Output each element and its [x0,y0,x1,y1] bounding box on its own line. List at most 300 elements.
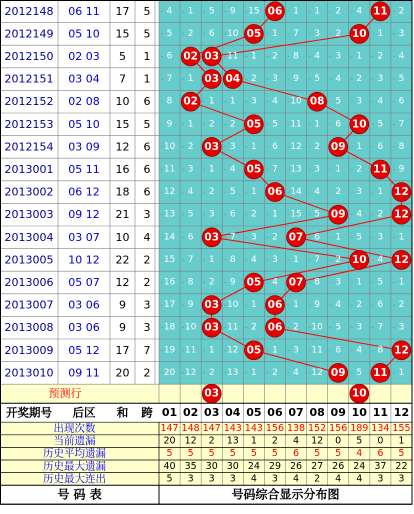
number-ball-label: 05 [246,163,262,176]
back-numbers: 03 04 [68,72,100,86]
stat-value: 12 [184,435,197,447]
stat-value: 4 [293,473,300,485]
miss-count: 2 [356,300,363,311]
miss-count: 6 [377,141,384,152]
span-value: 3 [143,298,151,312]
miss-count: 4 [356,6,363,17]
miss-count: 2 [251,322,257,333]
miss-count: 1 [356,51,363,62]
miss-count: 17 [163,300,176,311]
back-numbers: 05 10 [68,117,100,131]
miss-count: 5 [314,209,320,220]
period-label: 2013002 [4,185,54,199]
sum-value: 21 [115,208,130,222]
stat-value: 26 [332,460,345,472]
miss-count: 10 [227,28,239,39]
miss-count: 6 [229,209,236,220]
miss-count: 1 [314,119,320,130]
stat-value: 3 [187,473,194,485]
span-value: 3 [143,208,151,222]
header-number: 11 [372,406,389,420]
stat-value: 5 [335,448,342,460]
number-ball-label: 02 [183,50,198,63]
back-numbers: 05 12 [68,343,100,357]
miss-count: 12 [163,187,176,198]
period-label: 2013004 [4,230,54,244]
miss-count: 3 [293,345,299,356]
sum-value: 17 [115,4,130,18]
sum-value: 16 [115,163,130,176]
period-label: 2013006 [4,276,54,289]
miss-count: 18 [163,322,176,333]
stat-label: 历史平均遗漏 [43,447,106,460]
back-numbers: 06 12 [68,185,100,199]
span-value: 2 [143,253,151,267]
back-numbers: 02 08 [68,95,100,109]
miss-count: 8 [166,96,173,107]
stat-value: 2 [208,435,215,447]
miss-count: 13 [227,367,239,378]
period-label: 2013010 [4,366,54,380]
span-value: 1 [143,72,151,86]
miss-count: 1 [208,345,215,356]
miss-count: 1 [293,300,299,311]
miss-count: 3 [251,232,257,243]
forecast-ball-label: 03 [204,387,220,400]
miss-count: 14 [290,187,302,198]
stat-label: 历史最大连出 [43,472,106,485]
miss-count: 3 [251,96,257,107]
miss-count: 6 [335,345,342,356]
stat-value: 143 [244,423,263,434]
miss-count: 9 [187,300,194,311]
miss-count: 4 [166,6,173,17]
miss-count: 6 [208,28,215,39]
miss-count: 4 [314,51,320,62]
miss-count: 4 [335,74,342,85]
miss-count: 6 [166,51,173,62]
stat-value: 1 [398,435,405,447]
stat-value: 5 [398,448,405,460]
sum-value: 18 [115,185,130,199]
period-label: 2012150 [4,50,54,63]
miss-count: 2 [187,28,194,39]
miss-count: 3 [229,141,236,152]
stat-value: 147 [160,423,179,434]
miss-count: 5 [272,119,278,130]
number-ball-label: 05 [246,118,262,131]
back-numbers: 03 06 [68,321,100,335]
miss-count: 3 [272,254,278,265]
miss-count: 13 [290,164,302,175]
miss-count: 1 [356,141,363,152]
sum-value: 12 [115,276,130,289]
miss-count: 14 [163,232,176,243]
miss-count: 9 [166,119,173,130]
miss-count: 15 [248,6,260,17]
stat-label: 出现次数 [53,422,96,435]
span-value: 6 [143,185,151,199]
miss-count: 7 [314,254,320,265]
stat-value: 6 [377,448,384,460]
number-ball-label: 03 [204,231,220,244]
header-number: 08 [309,406,325,420]
back-numbers: 05 10 [68,27,100,41]
stat-value: 4 [356,448,363,460]
miss-count: 5 [166,28,173,39]
stat-value: 37 [374,460,387,472]
span-value: 2 [143,366,151,380]
back-numbers: 03 07 [68,230,100,244]
miss-count: 1 [398,232,405,243]
number-ball-label: 06 [267,299,283,312]
miss-count: 2 [208,367,215,378]
miss-count: 2 [272,367,278,378]
miss-count: 11 [290,119,302,130]
miss-count: 1 [187,6,194,17]
miss-count: 4 [272,277,278,288]
miss-count: 2 [229,119,236,130]
miss-count: 1 [208,254,215,265]
miss-count: 8 [314,277,320,288]
header-number: 02 [182,406,199,420]
back-numbers: 09 11 [68,366,100,380]
miss-count: 11 [227,51,239,62]
number-ball-label: 03 [204,321,220,334]
miss-count: 8 [398,141,405,152]
miss-count: 4 [356,345,363,356]
miss-count: 1 [229,96,236,107]
miss-count: 2 [208,277,215,288]
miss-count: 8 [187,277,194,288]
stat-value: 5 [208,448,215,460]
header-number: 06 [267,406,283,420]
stat-value: 2 [271,435,278,447]
miss-count: 3 [187,164,194,175]
miss-count: 1 [335,232,342,243]
miss-count: 1 [335,164,342,175]
header-number: 07 [288,406,304,420]
miss-count: 8 [293,51,299,62]
miss-count: 2 [356,74,363,85]
miss-count: 1 [356,277,363,288]
stat-value: 30 [205,460,218,472]
miss-count: 2 [251,74,257,85]
stat-value: 1 [250,435,257,447]
stat-value: 24 [247,460,260,472]
number-ball-label: 11 [373,5,388,18]
miss-count: 2 [251,209,257,220]
period-label: 2013009 [4,343,54,357]
number-ball-label: 06 [267,321,283,334]
sum-value: 10 [115,95,130,109]
miss-count: 1 [187,74,194,85]
stat-value: 13 [226,435,239,447]
miss-count: 1 [398,277,405,288]
number-ball-label: 03 [204,299,220,312]
number-ball-label: 05 [246,27,262,40]
number-ball-label: 09 [330,366,346,379]
number-ball-label: 03 [204,73,220,86]
miss-count: 2 [377,209,384,220]
miss-count: 2 [356,164,363,175]
miss-count: 12 [311,367,323,378]
period-label: 2012151 [4,72,54,86]
miss-count: 5 [208,6,215,17]
miss-count: 4 [229,164,236,175]
number-ball-label: 12 [394,186,409,199]
stat-value: 143 [223,423,242,434]
forecast-label: 预测行 [48,387,82,401]
miss-count: 5 [356,367,363,378]
sum-value: 15 [115,117,130,131]
period-label: 2012152 [4,95,54,109]
miss-count: 1 [251,187,257,198]
number-ball-label: 04 [225,73,241,86]
stat-value: 134 [371,423,390,434]
stat-value: 156 [265,423,285,434]
miss-count: 1 [398,367,405,378]
miss-count: 4 [251,254,257,265]
miss-count: 11 [163,164,176,175]
number-ball-label: 06 [267,186,283,199]
miss-count: 1 [377,187,384,198]
miss-count: 4 [356,209,363,220]
miss-count: 2 [398,6,405,17]
number-ball-label: 05 [246,344,262,357]
header-number: 10 [351,406,367,420]
miss-count: 1 [314,6,320,17]
miss-count: 13 [163,209,176,220]
stat-value: 189 [350,423,369,434]
miss-count: 10 [290,96,302,107]
stat-value: 152 [308,423,327,434]
miss-count: 6 [187,232,194,243]
miss-count: 1 [251,51,257,62]
header-back: 后区 [72,405,96,420]
stat-value: 3 [271,473,278,485]
number-ball-label: 12 [394,344,409,357]
header-number: 05 [246,406,262,420]
period-label: 2013008 [4,321,54,335]
stat-label: 当前遗漏 [53,435,96,448]
span-value: 6 [143,95,151,109]
header-number: 04 [225,406,241,420]
stat-value: 40 [163,460,176,472]
period-label: 2012153 [4,117,54,131]
miss-count: 6 [377,300,384,311]
stat-value: 2 [314,473,321,485]
miss-count: 1 [251,367,257,378]
miss-count: 1 [251,300,257,311]
span-value: 6 [143,163,151,176]
miss-count: 7 [229,232,236,243]
stat-value: 0 [377,435,384,447]
back-numbers: 02 03 [68,50,100,63]
miss-count: 5 [377,119,384,130]
miss-count: 2 [314,141,320,152]
back-numbers: 10 12 [68,253,100,267]
number-ball-label: 07 [288,231,304,244]
miss-count: 4 [272,96,278,107]
miss-count: 6 [398,96,405,107]
stat-value: 5 [271,448,278,460]
number-ball-label: 02 [183,95,198,108]
back-numbers: 06 11 [68,4,100,18]
miss-count: 11 [184,345,197,356]
miss-count: 16 [163,277,176,288]
miss-count: 9 [229,277,236,288]
miss-count: 3 [356,322,363,333]
miss-count: 7 [293,28,299,39]
miss-count: 12 [184,367,197,378]
sum-value: 10 [115,230,130,244]
miss-count: 3 [398,28,405,39]
miss-count: 1 [377,28,384,39]
stat-value: 156 [329,423,348,434]
miss-count: 1 [272,345,278,356]
period-label: 2012149 [4,27,54,41]
stat-value: 155 [392,423,411,434]
miss-count: 7 [166,74,173,85]
span-value: 2 [143,276,151,289]
miss-count: 2 [208,187,215,198]
stat-value: 20 [163,435,176,447]
miss-count: 1 [208,164,215,175]
span-value: 5 [143,27,151,41]
miss-count: 2 [187,141,194,152]
miss-count: 2 [335,6,342,17]
miss-count: 15 [290,209,302,220]
stat-value: 4 [356,473,363,485]
stat-value: 3 [377,473,384,485]
miss-count: 1 [251,141,257,152]
span-value: 3 [143,321,151,335]
miss-count: 5 [335,96,342,107]
sum-value: 12 [115,140,130,154]
miss-count: 4 [377,96,384,107]
back-numbers: 09 12 [68,208,100,222]
miss-count: 2 [335,254,342,265]
miss-count: 4 [187,187,194,198]
stat-value: 3 [208,473,215,485]
miss-count: 11 [311,345,323,356]
miss-count: 20 [163,367,176,378]
span-value: 5 [143,117,151,131]
period-label: 2012154 [4,140,54,154]
sum-value: 22 [115,253,130,267]
miss-count: 5 [356,232,363,243]
stat-value: 3 [229,473,236,485]
miss-count: 3 [377,232,384,243]
header-number: 12 [393,406,410,420]
stat-value: 147 [202,423,221,434]
miss-count: 2 [208,119,215,130]
miss-count: 3 [356,187,363,198]
miss-count: 5 [398,74,405,85]
span-value: 4 [143,230,151,244]
sum-value: 17 [115,343,130,357]
number-ball-label: 10 [351,118,367,131]
stat-value: 5 [314,448,321,460]
stat-value: 5 [356,435,363,447]
miss-count: 7 [377,322,384,333]
sum-value: 9 [119,321,126,335]
header-number: 01 [161,406,178,420]
miss-count: 6 [314,232,320,243]
number-ball-label: 09 [330,140,346,153]
sum-value: 15 [115,27,130,41]
stat-value: 5 [229,448,236,460]
number-ball-label: 10 [351,253,367,266]
header-number: 09 [330,406,346,420]
number-ball-label: 05 [246,276,262,289]
miss-count: 1 [293,254,299,265]
stat-value: 5 [187,448,194,460]
miss-count: 15 [163,254,176,265]
stat-value: 27 [311,460,324,472]
number-ball-label: 12 [394,253,409,266]
sum-value: 5 [119,50,126,63]
span-value: 7 [143,343,151,357]
number-ball-label: 06 [267,5,283,18]
miss-count: 5 [377,277,384,288]
sum-value: 9 [119,298,126,312]
miss-count: 11 [227,322,239,333]
miss-count: 4 [293,367,299,378]
number-ball-label: 03 [204,50,220,63]
miss-count: 3 [208,209,215,220]
miss-count: 8 [377,345,384,356]
period-label: 2012148 [4,4,54,18]
span-value: 1 [143,50,151,63]
stat-value: 29 [268,460,282,472]
miss-count: 4 [314,187,320,198]
miss-count: 1 [187,119,194,130]
miss-count: 4 [377,254,384,265]
miss-count: 3 [335,51,342,62]
stat-value: 6 [293,448,300,460]
miss-count: 1 [272,209,278,220]
miss-count: 5 [229,187,236,198]
back-numbers: 03 09 [68,140,100,154]
stat-value: 4 [293,435,300,447]
miss-count: 9 [398,164,405,175]
period-label: 2013005 [4,253,54,267]
miss-count: 6 [272,141,278,152]
number-ball-label: 09 [330,208,346,221]
stat-value: 5 [166,448,173,460]
miss-count: 2 [377,51,384,62]
miss-count: 5 [187,209,194,220]
period-label: 2013001 [4,163,54,176]
miss-count: 10 [184,322,197,333]
stat-value: 4 [335,473,342,485]
span-value: 6 [143,140,151,154]
number-ball-label: 08 [309,95,325,108]
miss-count: 3 [335,277,342,288]
miss-count: 8 [229,254,236,265]
miss-count: 1 [208,96,215,107]
miss-count: 2 [335,28,342,39]
miss-count: 10 [227,300,239,311]
miss-count: 3 [314,28,320,39]
miss-count: 5 [314,74,320,85]
stat-value: 26 [289,460,303,472]
stat-value: 0 [335,435,342,447]
miss-count: 9 [314,300,320,311]
miss-count: 2 [398,300,405,311]
